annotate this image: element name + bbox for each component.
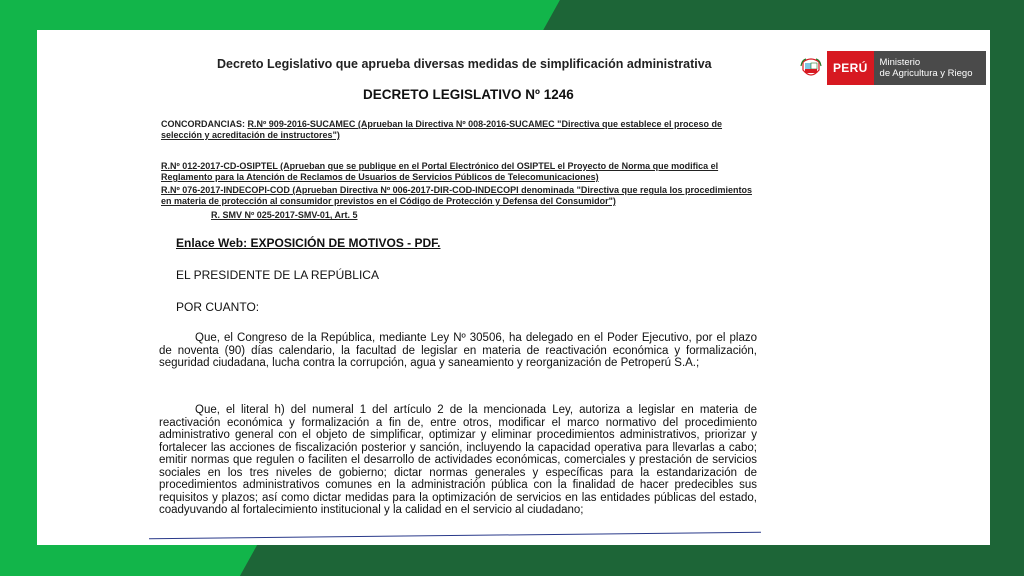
scan-line-divider xyxy=(149,532,761,539)
decree-number-title: DECRETO LEGISLATIVO Nº 1246 xyxy=(363,87,574,102)
document-heading: Decreto Legislativo que aprueba diversas medidas de simplificación administrativa xyxy=(217,57,712,71)
ministry-logo xyxy=(799,50,986,86)
ministry-line-2: de Agricultura y Riego xyxy=(879,68,973,79)
exposicion-motivos-link[interactable]: Enlace Web: EXPOSICIÓN DE MOTIVOS - PDF. xyxy=(176,236,441,250)
peru-coat-of-arms-icon xyxy=(799,55,823,81)
ministry-name xyxy=(874,51,986,85)
peru-label: PERÚ xyxy=(827,51,874,85)
concordancias-label: CONCORDANCIAS: xyxy=(161,119,245,129)
concordancia-link-4[interactable]: R. SMV Nº 025-2017-SMV-01, Art. 5 xyxy=(211,210,358,220)
por-cuanto-heading: POR CUANTO: xyxy=(176,300,260,314)
paragraph-2: Que, el literal h) del numeral 1 del artículo 2 de la mencionada Ley, autoriza a legislar en materia de reactivación económica y formalización a fin de, entre otros, modificar el marco normativo del procedimiento administrativo general con el objeto de simplificar, optimizar y eliminar procedimientos administrativos, priorizar y fortalecer las acciones de fiscalización posterior y sanción, incluyendo la capacidad operativa para llevarlas a cabo; emitir normas que regulen o faciliten el desarrollo de actividades económicas, comerciales y prestación de servicios sociales en los tres niveles de gobierno; dictar normas generales y específicas para la estandarización de procedimientos administrativos comunes en la administración pública con la finalidad de hacer predecibles sus requisitos y plazos; así como dictar medidas para la optimización de servicios en las entidades públicas del estado, coadyuvando al fortalecimiento institucional y la calidad en el servicio al ciudadano; xyxy=(159,404,757,516)
document-page xyxy=(37,30,990,545)
concordancia-link-3[interactable]: R.Nº 076-2017-INDECOPI-COD (Aprueban Directiva Nº 006-2017-DIR-COD-INDECOPI denominada "Directiva que regula los procedimientos en materia de protección al consumidor previstos en el Código de Protección y Defensa del Consumidor") xyxy=(161,185,752,206)
paragraph-1: Que, el Congreso de la República, mediante Ley Nº 30506, ha delegado en el Poder Ejecutivo, por el plazo de noventa (90) días calendario, la facultad de legislar en materia de reactivación económica y formalización, seguridad ciudadana, lucha contra la corrupción, agua y saneamiento y reorganización de Petroperú S.A.; xyxy=(159,332,757,369)
concordancia-link-1[interactable]: R.Nº 909-2016-SUCAMEC (Aprueban la Directiva Nº 008-2016-SUCAMEC "Directiva que establece el proceso de selección y acreditación de instructores") xyxy=(161,119,723,140)
concordancia-link-2[interactable]: R.Nº 012-2017-CD-OSIPTEL (Aprueban que se publique en el Portal Electrónico del OSIPTEL el Proyecto de Norma que modifica el Reglamento para la Atención de Reclamos de Usuarios de Servicios Públicos de Telecomunicaciones) xyxy=(161,161,719,182)
concordancia-1 xyxy=(161,119,759,141)
presidente-heading: EL PRESIDENTE DE LA REPÚBLICA xyxy=(176,268,379,282)
ministry-line-1: Ministerio xyxy=(879,57,921,68)
